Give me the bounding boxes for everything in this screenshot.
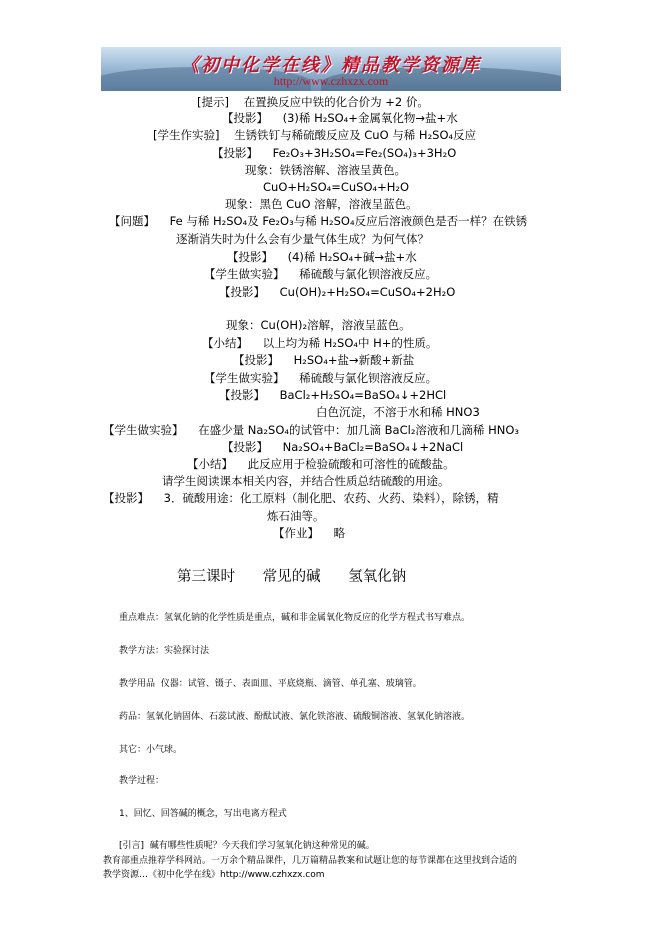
doc-line: 【小结】 以上均为稀 H₂SO₄中 H+的性质。: [202, 336, 438, 350]
doc-line: 【投影】 (4)稀 H₂SO₄+碱→盐+水: [227, 250, 417, 264]
lesson-line: 重点难点：氢氧化钠的化学性质是重点，碱和非金属氧化物反应的化学方程式书写难点。: [119, 613, 471, 623]
lesson-line: [引言] 碱有哪些性质呢？今天我们学习氢氧化钠这种常见的碱。: [119, 841, 375, 851]
doc-line: 【投影】 Na₂SO₄+BaCl₂=BaSO₄↓+2NaCl: [222, 440, 464, 454]
doc-line: 【学生做实验】 在盛少量 Na₂SO₄的试管中：加几滴 BaCl₂溶液和几滴稀 HNO₃: [103, 423, 519, 437]
doc-line: 请学生阅读课本相关内容，并结合性质总结硫酸的用途。: [162, 474, 450, 488]
doc-line: 逐渐消失时为什么会有少量气体生成？为何气体？: [176, 232, 429, 246]
doc-line: 【作业】 略: [273, 526, 346, 540]
doc-line: 现象：黑色 CuO 溶解，溶液呈蓝色。: [225, 197, 418, 211]
doc-line: 【投影】 BaCl₂+H₂SO₄=BaSO₄↓+2HCl: [219, 388, 447, 402]
doc-line: [学生作实验] 生锈铁钉与稀硫酸反应及 CuO 与稀 H₂SO₄反应: [153, 128, 477, 142]
doc-line: 【投影】 H₂SO₄+盐→新酸+新盐: [233, 353, 415, 367]
lesson-line: 1、回忆、回答碱的概念，写出电离方程式: [119, 809, 287, 819]
footer-line: 教育部重点推荐学科网站。一万余个精品课件，几万篇精品教案和试题让您的每节课都在这里找到合适的: [103, 856, 518, 866]
doc-line: 【投影】 3．硫酸用途：化工原料（制化肥、农药、火药、染料），除锈，精: [103, 491, 499, 505]
lesson-line: 其它：小气球。: [119, 745, 183, 755]
section-title: 第三课时 常见的碱 氢氧化钠: [177, 569, 407, 585]
lesson-line: 教学过程：: [119, 776, 165, 786]
doc-line: 现象：铁锈溶解、溶液呈黄色。: [245, 163, 406, 177]
lesson-line: 药品：氢氧化钠固体、石蕊试液、酚酞试液、氯化铁溶液、硫酸铜溶液、氢氧化钠溶液。: [119, 712, 471, 722]
doc-line: 【投影】 (3)稀 H₂SO₄+金属氧化物→盐+水: [222, 111, 458, 125]
header-banner: [101, 47, 561, 91]
lesson-line: 教学方法：实验探讨法: [119, 646, 210, 656]
doc-line: 【学生做实验】 稀硫酸与氯化钡溶液反应。: [204, 267, 438, 281]
lesson-line: 教学用品 仪器：试管、镊子、表面皿、平底烧瓶、滴管、单孔塞、玻璃管。: [119, 679, 422, 689]
doc-line: 【投影】 Fe₂O₃+3H₂SO₄=Fe₂(SO₄)₃+3H₂O: [212, 146, 457, 160]
doc-line: [提示] 在置换反应中铁的化合价为 +2 价。: [197, 95, 429, 109]
doc-line: 现象：Cu(OH)₂溶解，溶液呈蓝色。: [226, 318, 411, 332]
doc-line: CuO+H₂SO₄=CuSO₄+H₂O: [263, 180, 410, 194]
doc-line: 【小结】 此反应用于检验硫酸和可溶性的硫酸盐。: [187, 457, 455, 471]
footer-line: 教学资源…《初中化学在线》http://www.czhxzx.com: [103, 870, 325, 880]
doc-line: 白色沉淀，不溶于水和稀 HNO3: [316, 405, 480, 419]
doc-line: 【问题】 Fe 与稀 H₂SO₄及 Fe₂O₃与稀 H₂SO₄反应后溶液颜色是否一样？在铁锈: [109, 214, 528, 228]
doc-line: 炼石油等。: [267, 509, 325, 523]
doc-line: 【学生做实验】 稀硫酸与氯化钡溶液反应。: [204, 371, 438, 385]
banner-url[interactable]: http://www.czhxzx.com: [273, 74, 389, 88]
doc-line: 【投影】 Cu(OH)₂+H₂SO₄=CuSO₄+2H₂O: [219, 285, 456, 299]
banner-title: 《初中化学在线》精品教学资源库: [181, 55, 481, 76]
